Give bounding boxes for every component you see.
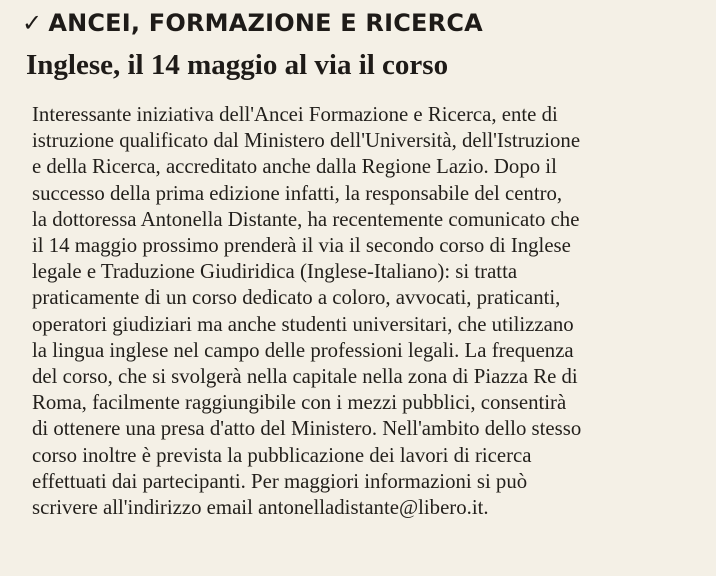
body-line: corso inoltre è prevista la pubblicazione dei lavori di ricerca: [32, 443, 532, 467]
body-line: il 14 maggio prossimo prenderà il via il secondo corso di Inglese: [32, 234, 571, 258]
body-line: la dottoressa Antonella Distante, ha recentemente comunicato che: [32, 207, 580, 231]
body-line: scrivere all'indirizzo email antonelladistante@libero.it.: [32, 496, 489, 520]
section-kicker: [22, 8, 700, 40]
body-line: istruzione qualificato dal Ministero dell'Università, dell'Istruzione: [32, 129, 581, 153]
body-line: operatori giudiziari ma anche studenti universitari, che utilizzano: [32, 312, 574, 336]
article-body: [32, 102, 700, 521]
body-line: la lingua inglese nel campo delle professioni legali. La frequenza: [32, 338, 574, 362]
body-line: effettuati dai partecipanti. Per maggiori informazioni si può: [32, 469, 528, 493]
body-line: Interessante iniziativa dell'Ancei Formazione e Ricerca, ente di: [32, 103, 558, 126]
body-line: e della Ricerca, accreditato anche dalla Regione Lazio. Dopo il: [32, 155, 557, 179]
body-line: Roma, facilmente raggiungibile con i mezzi pubblici, consentirà: [32, 391, 567, 415]
body-line: successo della prima edizione infatti, la responsabile del centro,: [32, 181, 563, 205]
body-line: del corso, che si svolgerà nella capitale nella zona di Piazza Re di: [32, 365, 578, 389]
article-headline: Inglese, il 14 maggio al via il corso: [26, 49, 449, 81]
checkmark-icon: ✓: [22, 9, 43, 37]
body-line: praticamente di un corso dedicato a coloro, avvocati, praticanti,: [32, 286, 561, 310]
body-line: legale e Traduzione Giudiridica (Inglese-Italiano): si tratta: [32, 260, 518, 284]
body-line: di ottenere una presa d'atto del Ministero. Nell'ambito dello stesso: [32, 417, 582, 441]
kicker-text: ANCEI, FORMAZIONE E RICERCA: [48, 9, 483, 37]
